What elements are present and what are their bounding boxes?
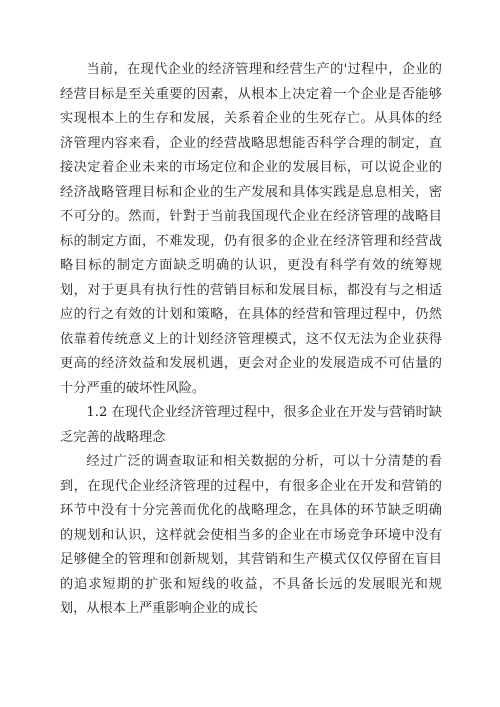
document-body — [60, 58, 442, 622]
section-heading: 1.2 在现代企业经济管理过程中，很多企业在开发与营销时缺乏完善的战略理念 — [60, 405, 442, 445]
paragraph-intro: 当前，在现代企业的经济管理和经营生产的'过程中，企业的经营目标是至关重要的因素，从根本上决定着一个企业是否能够实现根本上的生存和发展，关系着企业的生死存亡。从具体的经济管理内容来看，企业的经营战略思想能否科学合理的制定，直接决定着企业未来的市场定位和企业的发展目标，可以说企业的经济战略管理目标和企业的生产发展和具体实践是息息相关，密不可分的。然而，针對于当前我国现代企业在经济管理的战略目标的制定方面，不难发现，仍有很多的企业在经济管理和经营战略目标的制定方面缺乏明确的认识，更没有科学有效的统筹规划，对于更具有执行性的营销目标和发展目标，都没有与之相适应的行之有效的计划和策略，在具体的经营和管理过程中，仍然依靠着传统意义上的计划经济管理模式，这不仅无法为企业获得更高的经济效益和发展机遇，更会对企业的发展造成不可估量的十分严重的破坏性风险。 — [60, 62, 442, 396]
paragraph-analysis: 经过广泛的调查取证和相关数据的分析，可以十分清楚的看到，在现代企业经济管理的过程中，有很多企业在开发和营销的环节中没有十分完善而优化的战略理念，在具体的环节缺乏明确的规划和认识，这样就会使相当多的企业在市场竞争环境中没有足够健全的管理和创新规划，其营销和生产模式仅仅停留在盲目的追求短期的扩张和短线的收益，不具备长远的发展眼光和规划，从根本上严重影响企业的成长 — [60, 454, 442, 616]
